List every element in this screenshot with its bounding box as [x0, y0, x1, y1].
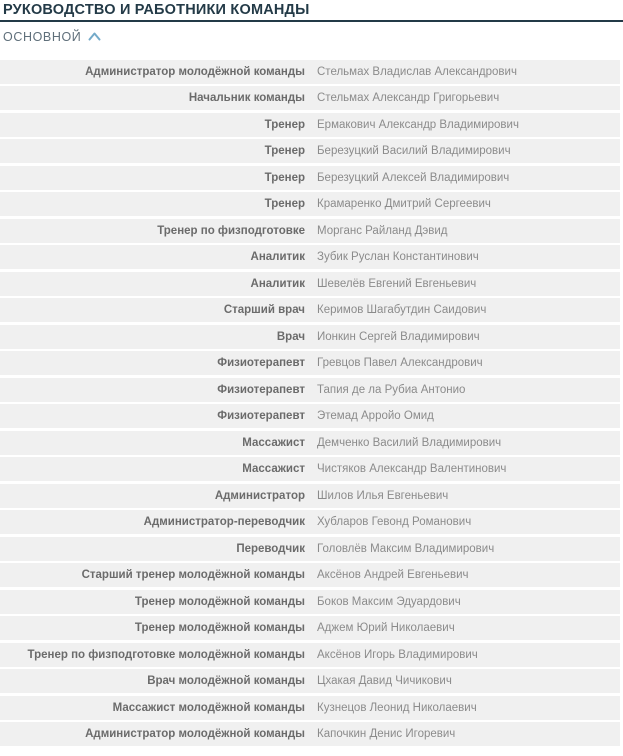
- role-cell: Тренер молодёжной команды: [134, 595, 305, 608]
- table-row: [0, 192, 620, 216]
- name-cell: Головлёв Максим Владимирович: [317, 542, 495, 555]
- name-cell: Боков Максим Эдуардович: [317, 595, 461, 608]
- role-cell: Аналитик: [250, 277, 305, 290]
- staff-table: [0, 60, 623, 747]
- role-cell: Тренер молодёжной команды: [134, 622, 305, 634]
- table-row: [0, 351, 620, 375]
- name-cell: Шилов Илья Евгеньевич: [317, 489, 449, 502]
- name-cell: Тапия де ла Рубиа Антонио: [317, 383, 466, 396]
- role-cell: Тренер: [264, 198, 305, 210]
- name-cell: Морганс Райланд Дэвид: [317, 224, 448, 237]
- name-cell: Зубик Руслан Константинович: [317, 251, 479, 263]
- table-row: [0, 537, 620, 561]
- table-row: [0, 404, 620, 428]
- table-row: [0, 219, 620, 243]
- role-cell: Массажист: [242, 436, 305, 449]
- name-cell: Крамаренко Дмитрий Сергеевич: [317, 198, 491, 210]
- name-cell: Чистяков Александр Валентинович: [317, 463, 507, 475]
- name-cell: Ионкин Сергей Владимирович: [317, 330, 480, 343]
- name-cell: Ермакович Александр Владимирович: [317, 118, 519, 131]
- role-cell: Тренер по физподготовке: [157, 224, 305, 237]
- name-cell: Стельмах Владислав Александрович: [317, 65, 517, 78]
- table-row: [0, 563, 620, 587]
- name-cell: Гревцов Павел Александрович: [317, 357, 483, 369]
- table-row: [0, 722, 620, 746]
- role-cell: Администратор: [214, 489, 305, 502]
- name-cell: Демченко Василий Владимирович: [317, 436, 502, 449]
- name-cell: Хубларов Гевонд Романович: [317, 516, 472, 528]
- role-cell: Аналитик: [250, 251, 305, 263]
- role-cell: Администратор молодёжной команды: [85, 728, 305, 740]
- role-cell: Администратор-переводчик: [143, 516, 305, 528]
- role-cell: Врач молодёжной команды: [147, 675, 305, 687]
- role-cell: Старший врач: [223, 304, 305, 316]
- role-cell: Тренер: [264, 171, 305, 184]
- role-cell: Администратор молодёжной команды: [85, 65, 305, 78]
- table-row: [0, 590, 620, 614]
- role-cell: Старший тренер молодёжной команды: [81, 569, 305, 581]
- role-cell: Тренер: [264, 118, 305, 131]
- table-row: [0, 60, 620, 84]
- role-cell: Врач: [276, 330, 305, 343]
- section-toggle-main[interactable]: [3, 30, 101, 44]
- table-row: [0, 484, 620, 508]
- role-cell: Массажист молодёжной команды: [112, 701, 305, 714]
- role-cell: Физиотерапевт: [217, 383, 305, 396]
- name-cell: Керимов Шагабутдин Саидович: [317, 304, 487, 316]
- name-cell: Аксёнов Андрей Евгеньевич: [317, 569, 469, 581]
- role-cell: Начальник команды: [188, 92, 305, 104]
- role-cell: Тренер: [264, 145, 305, 157]
- role-cell: Физиотерапевт: [217, 410, 305, 422]
- table-row: [0, 298, 620, 322]
- table-row: [0, 643, 620, 667]
- table-row: [0, 510, 620, 534]
- name-cell: Шевелёв Евгений Евгеньевич: [317, 277, 477, 290]
- name-cell: Аджем Юрий Николаевич: [317, 622, 455, 634]
- table-row: [0, 457, 620, 481]
- table-row: [0, 616, 620, 640]
- table-row: [0, 669, 620, 693]
- name-cell: Цхакая Давид Чичикович: [317, 675, 452, 687]
- table-row: [0, 696, 620, 720]
- page-title: РУКОВОДСТВО И РАБОТНИКИ КОМАНДЫ: [0, 0, 623, 22]
- table-row: [0, 272, 620, 296]
- name-cell: Березуцкий Василий Владимирович: [317, 145, 511, 157]
- table-row: [0, 325, 620, 349]
- table-row: [0, 245, 620, 269]
- name-cell: Березуцкий Алексей Владимирович: [317, 171, 510, 184]
- table-row: [0, 378, 620, 402]
- role-cell: Массажист: [242, 463, 305, 475]
- name-cell: Этемад Арройо Омид: [317, 410, 434, 422]
- name-cell: Капочкин Денис Игоревич: [317, 728, 456, 740]
- name-cell: Аксёнов Игорь Владимирович: [317, 648, 478, 661]
- chevron-up-icon: [88, 32, 101, 41]
- table-row: [0, 113, 620, 137]
- name-cell: Стельмах Александр Григорьевич: [317, 92, 500, 104]
- table-row: [0, 166, 620, 190]
- name-cell: Кузнецов Леонид Николаевич: [317, 701, 477, 714]
- table-row: [0, 139, 620, 163]
- role-cell: Физиотерапевт: [217, 357, 305, 369]
- role-cell: Переводчик: [236, 542, 305, 555]
- role-cell: Тренер по физподготовке молодёжной команды: [27, 648, 305, 661]
- section-label: ОСНОВНОЙ: [3, 29, 82, 44]
- table-row: [0, 431, 620, 455]
- table-row: [0, 86, 620, 110]
